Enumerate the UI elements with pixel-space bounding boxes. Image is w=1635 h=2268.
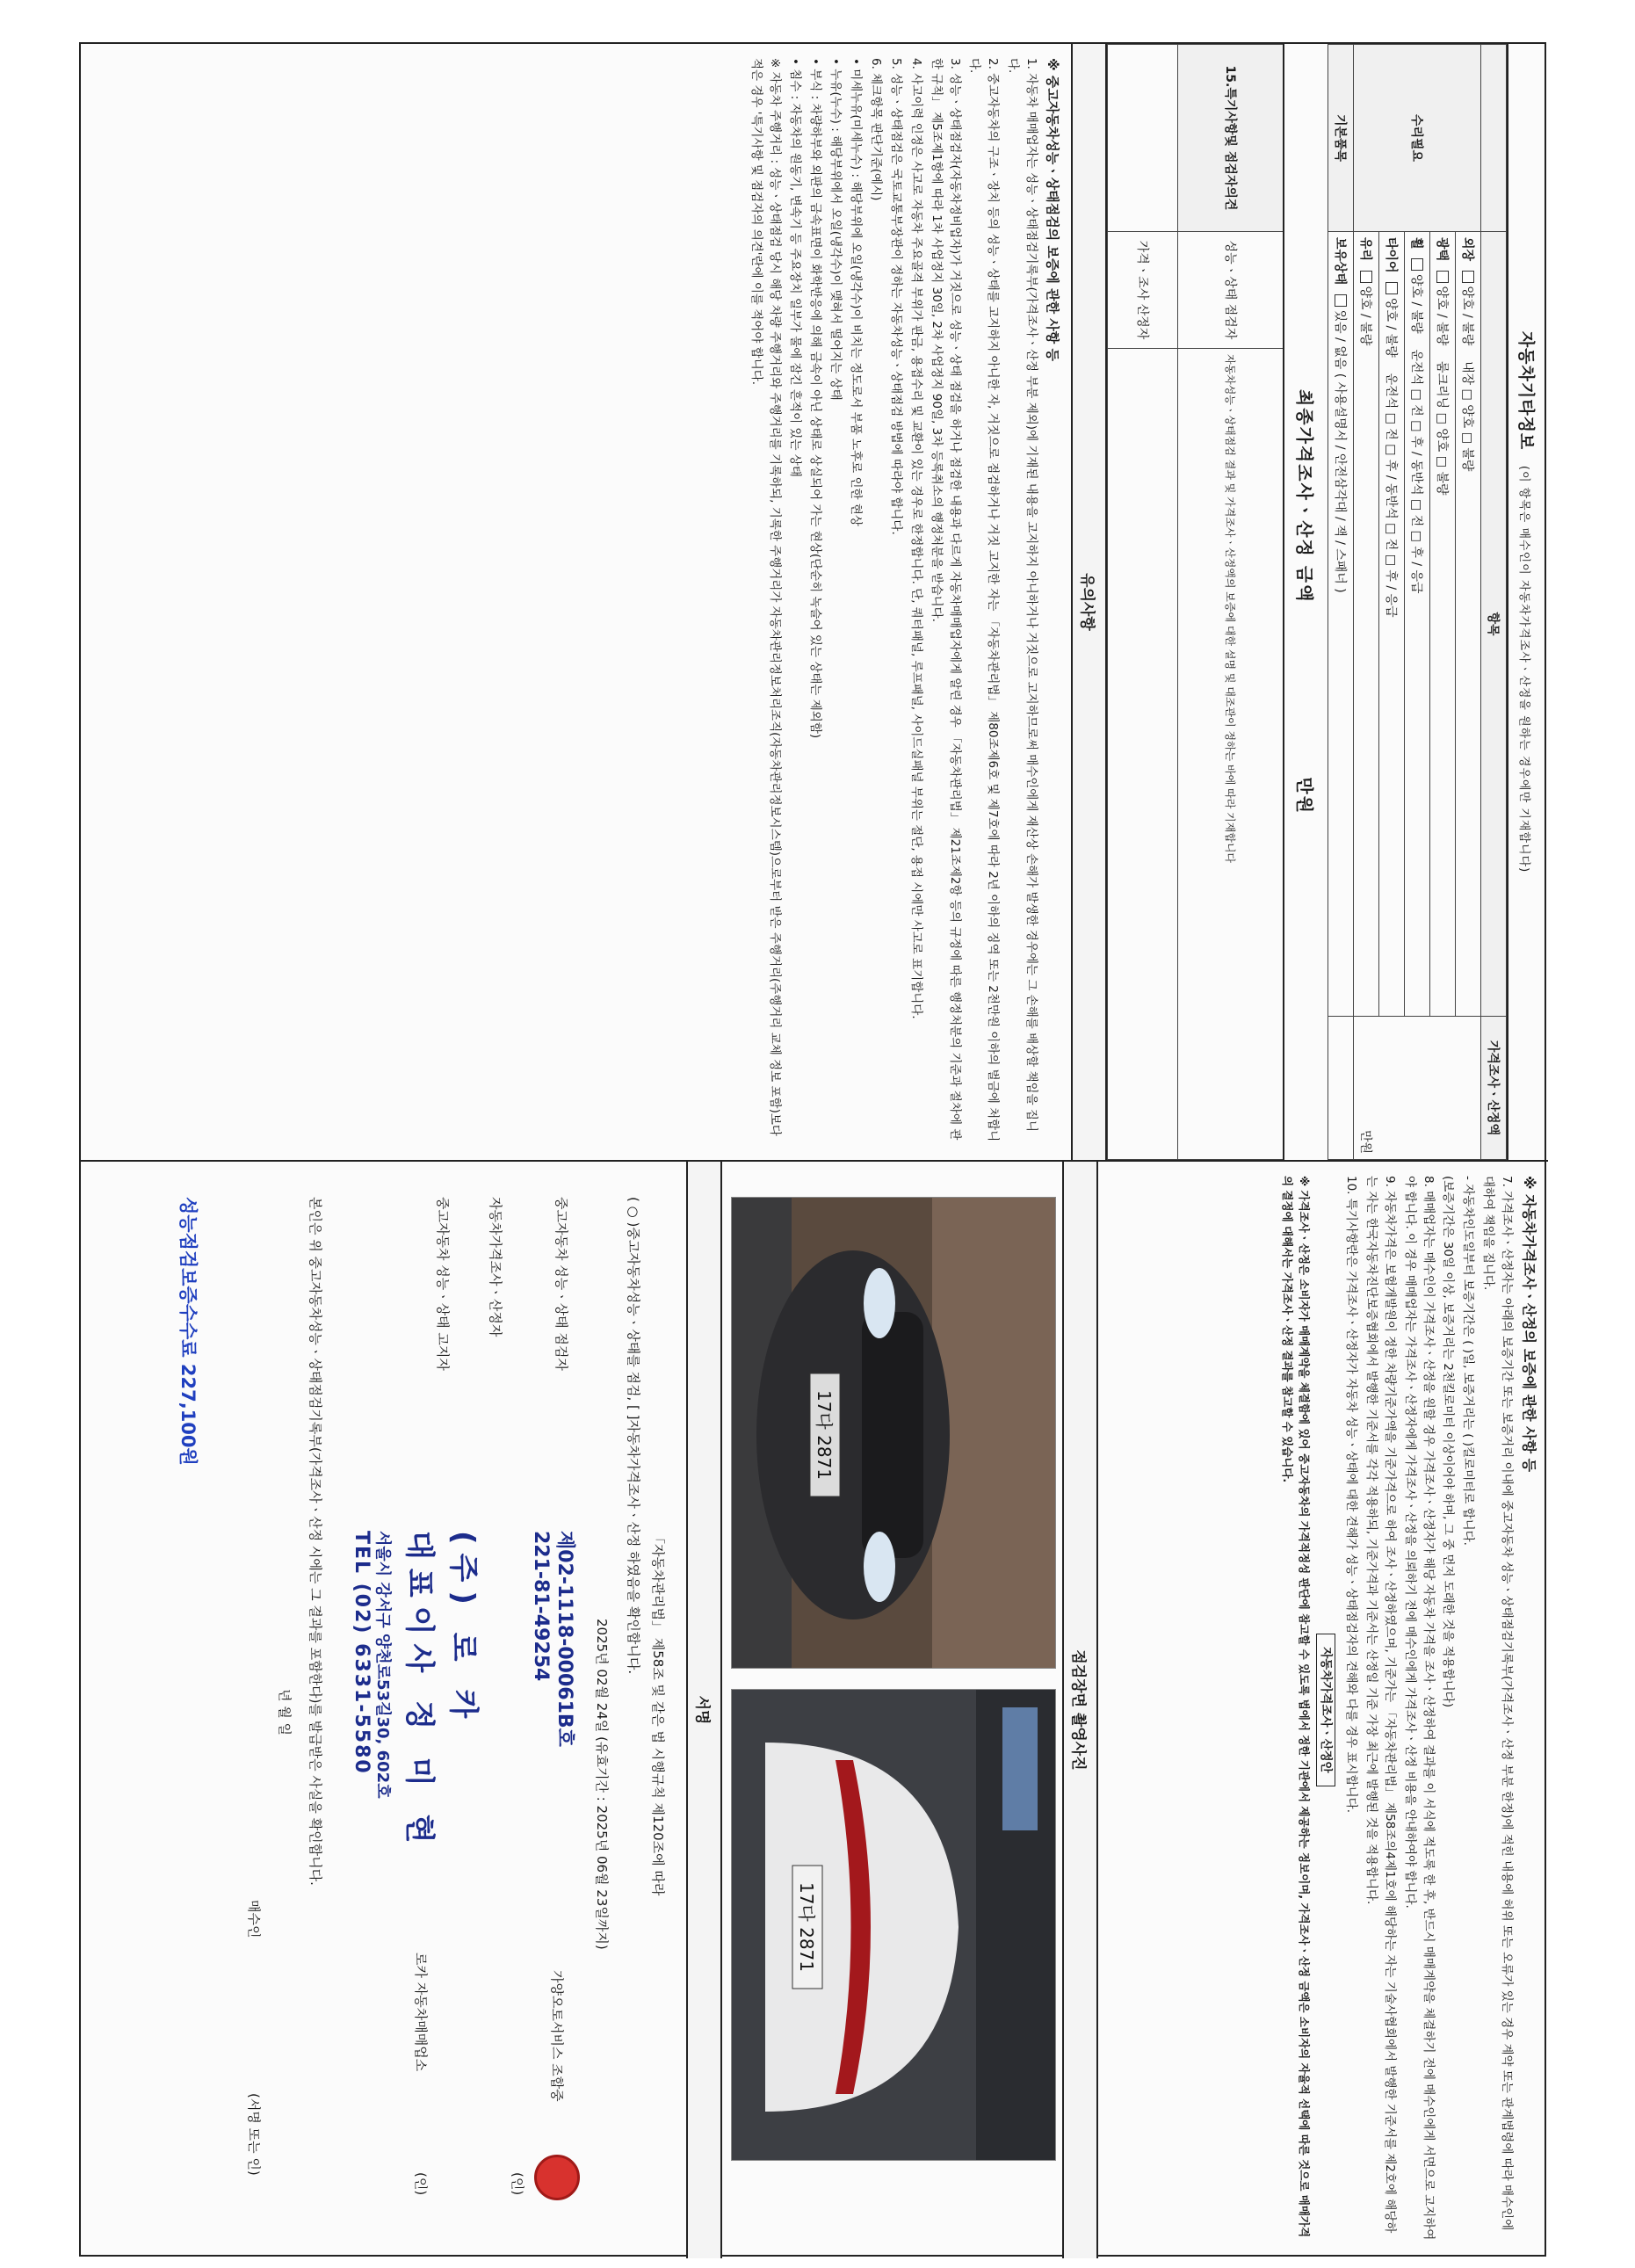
appraisal-guarantee-block xyxy=(1270,1162,1548,2258)
basic-item-choices: 있음 / 없음 ( 사용설명서 / 안전삼각대 / 잭 / 스패너 ) xyxy=(1333,309,1347,593)
dealer-suffix: 로카 자동차매매업소 xyxy=(413,1953,429,2072)
rotated-content xyxy=(81,44,1548,2258)
choice-text: 양호 / 불량 xyxy=(1409,273,1423,334)
boxed-label: 자동차가격조사ㆍ산정안 xyxy=(1316,1634,1335,1786)
dealer-name: 대표이사 정 미 현 xyxy=(402,1531,437,1852)
repair-price-cell xyxy=(1354,1017,1481,1160)
repair-row-exterior xyxy=(1456,232,1481,1017)
signature-bar: 서명 xyxy=(686,1162,722,2258)
notice-item: 1. 자동차 매매업자는 성능ㆍ상태점검기록부(가격조사ㆍ산정 부분 제외)에 기재된 내용을 고지하지 아니하거나 거짓으로 고지하므로써 매수인에게 재산상 손해가 발생한 경우에는 그 손해를 배상할 책임을 집니다. xyxy=(1006,58,1039,1133)
repair-needed-label: 수리필요 xyxy=(1354,45,1481,232)
inspector-label: 중고자동차 성능ㆍ상태 점검자 xyxy=(553,1197,569,1371)
notice-title: ※ 중고자동차성능ㆍ상태점검의 보증에 관한 사항 등 xyxy=(1045,58,1061,361)
buyer-label: 매수인 xyxy=(246,1900,262,1938)
repair-row-tire xyxy=(1379,232,1405,1017)
signature-area xyxy=(81,1162,694,2258)
options-table xyxy=(1328,44,1507,1160)
inspection-fee: 성능점검보증수수료 227,100원 xyxy=(177,1197,199,1466)
checkbox[interactable] xyxy=(1335,294,1347,307)
wheel-position: 운전석 □ 전 □ 후 / 동반석 □ 전 □ 후 / 응급 xyxy=(1409,349,1423,594)
appraisal-item: 8. 매매업자는 매수인이 가격조사ㆍ산정을 원할 경우 가격조사ㆍ산정자가 해당 자동차 가격을 조사ㆍ산정하여 결과를 이 서식에 적도록 한 후, 반드시 매매계약을 체결하기 전에 매수인에게 서면으로 고지하여야 합니다. 이 경우 매매업자는 가격조사ㆍ산정자에게 가격조사ㆍ산정을 의뢰하기 전에 매수인에게 가격조사ㆍ산정 비용을 안내하여야 합니다. xyxy=(1402,1176,1436,2241)
appraiser-label: 자동차가격조사ㆍ산정자 xyxy=(488,1197,503,1337)
repair-item-wheel: 휠 xyxy=(1409,237,1423,250)
appraisal-guarantee-title: ※ 자동차가격조사ㆍ산정의 보증에 관한 사항 등 xyxy=(1521,1176,1537,1473)
checkbox[interactable] xyxy=(1360,271,1372,283)
vehicle-info-title: 자동차기타정보 xyxy=(1516,330,1536,451)
criteria-item: ※ 자동차 주행거리 : 성능ㆍ상태점검 당시 해당 차량 주행거리와 주행거리를 기록하되, 기록한 주행거리가 자동차관리정보처리조직(자동차관리정보시스템)으로부터 받은 주행거리(주행거리 교체 정보 포함)보다 적은 경우 '특기사항 및 점검자의 의견'란에 이를 적어야 합니다. xyxy=(749,58,783,1136)
special-note-inspector: 성능ㆍ상태 점검자 xyxy=(1178,232,1284,349)
criteria-item: • 부식 : 차량하부와 외판의 금속표면이 화학반응에 의해 금속이 아닌 상태로 상실되어 가는 현상(단순히 녹슬어 있는 상태는 제외함) xyxy=(808,58,823,739)
polish-option: 룸크리닝 □ 양호 □ 불량 xyxy=(1435,361,1449,496)
choice-text: 양호 / 불량 xyxy=(1460,286,1474,346)
appraisal-item: - 자동차인도일부터 보증기간은 ( )일, 보증거리는 ( )킬로미터로 합니다. xyxy=(1461,1176,1476,1546)
tire-position: 운전석 □ 전 □ 후 / 동반석 □ 전 □ 후 / 응급 xyxy=(1384,373,1398,618)
choice-text: 양호 / 불량 xyxy=(1384,298,1398,358)
special-note-inspector-text: 자동차성능ㆍ상태점검 결과 및 가격조사ㆍ산정액의 보증에 대한 설명 및 대조관이 정하는 바에 따라 기재합니다 xyxy=(1178,349,1284,1160)
section-title-vehicle-info xyxy=(1507,44,1548,1160)
choice-text: 양호 / 불량 xyxy=(1358,286,1372,346)
special-note-appraiser: 가격ㆍ조사 산정자 xyxy=(1108,232,1178,349)
photo-front-image xyxy=(732,1198,1055,1668)
notice-item: 2. 중고자동차의 구조ㆍ장치 등의 성능ㆍ상태를 고지하지 아니한 자, 거짓으로 점검하거나 거짓 고지한 자는 「자동차관리법」 제80조제6호 및 제7호에 따라 2년 이하의 징역 또는 2천만원 이하의 벌금에 처합니다. xyxy=(967,58,1001,1142)
special-note-label: 15.특기사항및 점검자의견 xyxy=(1178,45,1284,232)
receipt-date: 년 월 일 xyxy=(277,1689,293,1736)
repair-row-wheel xyxy=(1405,232,1430,1017)
choice-text: 양호 / 불량 xyxy=(1435,286,1449,346)
criteria-item: • 침수 : 자동차의 원동기, 변속기 등 주요장치 일부가 물에 잠긴 흔적이 있는 상태 xyxy=(788,58,803,477)
repair-item-polish: 광택 xyxy=(1435,237,1449,262)
notice-item: 5. 성능ㆍ상태점검은 국토교통부장관이 정하는 자동차성능ㆍ상태점검 방법에 따라야 합니다. xyxy=(888,58,903,535)
criteria-item: • 누유(누수) : 해당부위에서 오일(냉각수)이 맺혀서 떨어지는 상태 xyxy=(828,58,843,401)
company-name: 가양오토서비스 조합중 xyxy=(549,1970,565,2102)
final-price-label: 최종가격조사ㆍ산정 금액 xyxy=(1294,388,1315,604)
repair-item-tire: 타이어 xyxy=(1384,237,1398,273)
vehicle-info-subtitle: (이 항목은 매수인이 자동차가격조사ㆍ산정을 원하는 경우에만 기재합니다) xyxy=(1517,465,1530,873)
notice-item: 6. 체크항목 판단기준(예시) xyxy=(868,58,883,201)
notice-bar: 유의사항 xyxy=(1072,44,1108,1160)
plate-front: 17다 2871 xyxy=(814,1389,835,1481)
dealer-company: (주) 로 카 xyxy=(445,1531,481,1728)
inspection-photo-rear xyxy=(731,1689,1056,2161)
basic-item-status: 보유상태 xyxy=(1333,237,1347,286)
basic-items-label: 기본품목 xyxy=(1328,45,1354,232)
notice-item: 3. 성능ㆍ상태점검자(자동차정비업자)가 거짓으로 성능ㆍ상태 점검을 하거나 점검한 내용과 다르게 자동차매매업자에게 알린 경우 「자동차관리법」 제21조제2항 등의 규정에 따른 행정처분의 기준과 절차에 관한 규칙」 제5조제1항에 따라 1차 사업정지 30일, 2차 사업정지 90일, 3차 등록취소의 행정처분을 받습니다. xyxy=(929,58,962,1141)
repair-item-exterior: 외장 xyxy=(1460,237,1474,262)
dealer-address: 서울시 강서구 양천로53길30, 602호 xyxy=(373,1531,392,1799)
dealer-tel: TEL (02) 6331-5580 xyxy=(351,1531,373,1775)
checkbox[interactable] xyxy=(1385,282,1398,294)
receipt-statement: 본인은 위 중고자동차성능ㆍ상태점검기록부(가격조사ㆍ산정 시에는 그 결과를 포함한다)를 발급받은 사실을 확인합니다. xyxy=(307,1197,323,1886)
buyer-sign-mark: (서명 또는 인) xyxy=(246,2093,262,2176)
basic-items-row xyxy=(1328,232,1354,1017)
final-price-line xyxy=(1284,44,1328,1160)
appraisal-item: 7. 가격조사ㆍ산정자는 아래의 보증기간 또는 보증거리 이내에 중고자동차 성능ㆍ상태점검기록부(가격조사ㆍ산정 부분 한정)에 적힌 내용에 허위 또는 오류가 있는 경우 계약 또는 관계법령에 따라 매수인에 대하여 책임을 집니다. xyxy=(1481,1176,1515,2231)
repair-item-glass: 유리 xyxy=(1358,237,1372,262)
checkbox[interactable] xyxy=(1462,271,1474,283)
options-col-label xyxy=(1481,45,1507,232)
checkbox[interactable] xyxy=(1436,271,1449,283)
inspection-photo-front xyxy=(731,1197,1056,1669)
left-section xyxy=(81,44,1548,1162)
photo-bar: 점검장면 촬영사진 xyxy=(1062,1162,1098,2258)
document-page xyxy=(79,42,1546,2257)
company-seal xyxy=(534,2155,580,2200)
criteria-item: • 미세누유(미세누수) : 해당부위에 오일(냉각수)이 비치는 정도로서 부품 노후로 인한 현상 xyxy=(848,58,863,526)
final-price-unit: 만원 xyxy=(1294,777,1315,815)
repair-price-unit: 만원 xyxy=(1358,1129,1372,1154)
boxed-note: ※ 가격조사ㆍ산정은 소비자가 매매계약을 체결함에 있어 중고자동차의 가격적정성 판단에 참고할 수 있도록 법에서 정한 기관에서 제공하는 정보이며, 가격조사ㆍ산정 금액은 소비자의 자율적 선택에 따른 것으로 매매가격의 결정에 대해서는 가격조사ㆍ산정 결과를 참고할 수 있습니다. xyxy=(1280,1176,1311,2238)
special-note-empty xyxy=(1108,45,1178,232)
right-section xyxy=(81,1162,1548,2258)
appraisal-item: 9. 자동차가격은 보험개발원이 정한 차량기준가액을 기준가격으로 하여 조사ㆍ산정하였으며, 기준가는 「자동차관리법」 제58조의4제1호에 해당하는 자는 기술사협회에서 발행한 기준서를 제2호에 해당하는 자는 한국자동차진단보증협회에서 발행한 기준서를 각각 적용하되, 기준가격과 기준서는 산정일 기준 가장 최근에 발행된 것을 적용합니다. xyxy=(1364,1176,1397,2234)
options-col-price: 가격조사ㆍ산정액 xyxy=(1481,1017,1507,1160)
appraisal-item: 10. 특기사항란은 가격조사ㆍ산정자가 자동차 성능ㆍ상태에 대한 견해가 성능ㆍ상태점검자의 견해와 다를 경우 표시합니다. xyxy=(1343,1176,1358,1814)
repair-row-polish xyxy=(1430,232,1456,1017)
checkbox[interactable] xyxy=(1411,258,1423,271)
sign-date: 2025년 02월 24일 (유효기간 : 2025년 06월 23일까지) xyxy=(594,1619,610,1950)
appraisal-item: (보증기간은 30일 이상, 보증거리는 2천킬로미터 이상이어야 하며, 그 중 먼저 도래한 것을 적용합니다) xyxy=(1441,1176,1456,1707)
sign-intro-2: ( ○ )중고자동차성능ㆍ상태를 점검, [ ]자동차가격조사ㆍ산정 하였음을 확인합니다. xyxy=(626,1197,641,1675)
special-note-table xyxy=(1108,44,1285,1160)
notice-item: 4. 사고이력 인정은 사고로 자동차 주요골격 부위가 판금, 용접수리 및 교환이 있는 경우로 한정합니다. 단, 쿼터패널, 루프패널, 사이드실패널 부위는 절단, 용접 시에만 사고로 표기합니다. xyxy=(908,58,923,1019)
dealer-seal-mark: (인) xyxy=(413,2172,429,2196)
sign-intro: 「자동차관리법」 제58조 및 같은 법 시행규칙 제120조에 따라 xyxy=(650,1531,666,1896)
inspector-seal-mark: (인) xyxy=(510,2172,525,2196)
photo-rear-image xyxy=(732,1690,1055,2160)
inspector-number-text: 제02-1118-00061B호 xyxy=(553,1531,575,1747)
plate-rear: 17다 2871 xyxy=(796,1881,817,1973)
notice-block xyxy=(738,44,1071,1160)
options-col-item: 항목 xyxy=(1481,232,1507,1017)
basic-items-price-cell xyxy=(1328,1017,1354,1160)
inspector-number xyxy=(553,1531,580,1747)
interior-option: 내장 □ 양호 □ 불량 xyxy=(1460,361,1474,472)
business-number-text: 221-81-49254 xyxy=(530,1531,552,1682)
boxed-label-wrap xyxy=(1316,1176,1335,2244)
repair-row-glass xyxy=(1354,232,1379,1017)
business-number xyxy=(530,1531,552,1681)
dealer-label: 중고자동차 성능ㆍ상태 고지자 xyxy=(435,1197,451,1371)
special-note-appraiser-text[interactable] xyxy=(1108,349,1178,1160)
